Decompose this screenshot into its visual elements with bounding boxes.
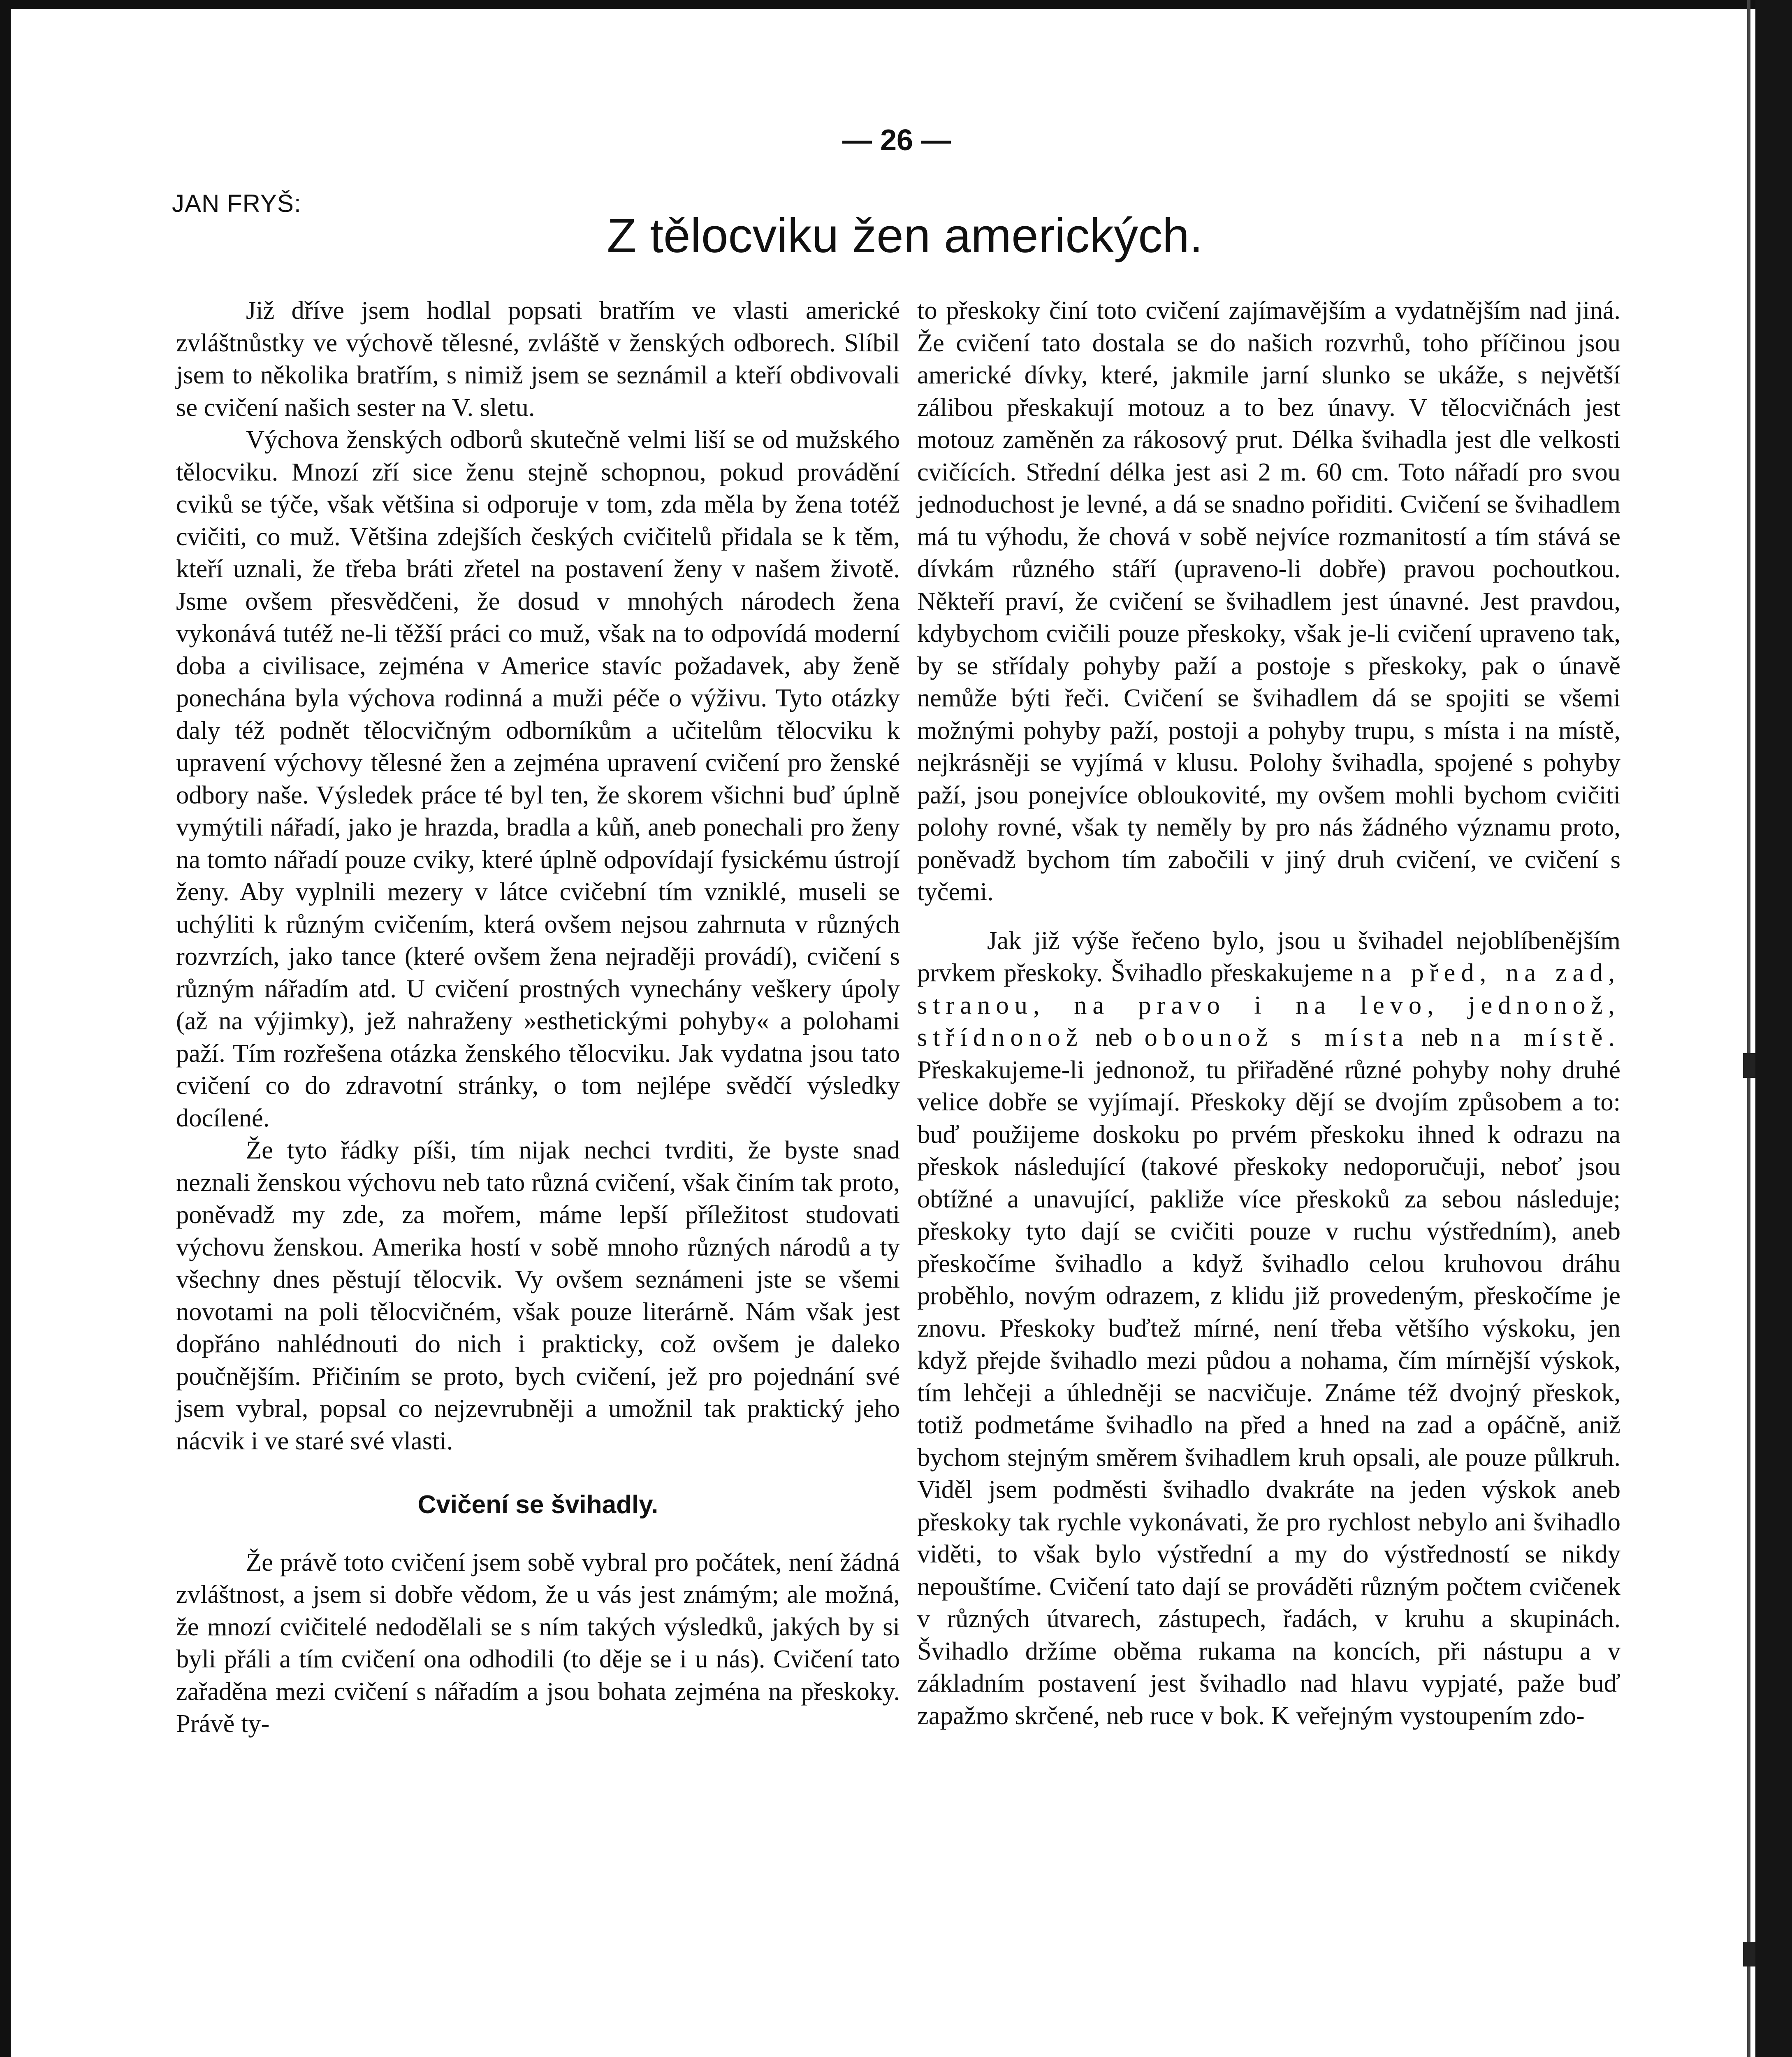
scan-border-right: [1755, 0, 1792, 2057]
paragraph: Že právě toto cvičení jsem sobě vybral pro počátek, není žádná zvláštnost, a jsem si dobře vědom, že u vás jest známým; ale možná, že mnozí cvičitelé nedodělali se s ním takých výsledků, jakých by si byli přáli a tím cvičení ona odhodili (to děje se i u nás). Cvičení tato zařaděna mezi cvičení s nářadím a jsou bohata zejména na přeskoky. Právě ty-: [176, 1547, 900, 1738]
spaced-text: obounož s místa: [1144, 1023, 1409, 1052]
spaced-text: na před, na zad, stranou, na pravo i na levo, jednonož, střídnonož: [917, 958, 1621, 1052]
text-run: neb: [1095, 1023, 1133, 1052]
text-run: Jak již výše řečeno bylo, jsou u švihadel nejoblíbenějším prvkem přeskoky. Švihadlo přeskakujeme: [917, 926, 1620, 987]
edge-mark: [1743, 1942, 1755, 1966]
paragraph: Výchova ženských odborů skutečně velmi liší se od mužského tělocviku. Mnozí zří sice ženu stejně schopnou, pokud provádění cviků se týče, však většina si odporuje v tom, zda měla by žena totéž cvičiti, co muž. Většina zdejších českých cvičitelů přidala se k těm, kteří uznali, že třeba bráti zřetel na postavení ženy v našem životě. Jsme ovšem přesvědčeni, že dosud v mnohých národech žena vykonává tutéž ne-li těžší práci co muž, však na to odpovídá moderní doba a civilisace, zejména v Americe stavíc požadavek, aby ženě ponechána byla výchova rodinná a muži péče o výživu. Tyto otázky daly též podnět tělocvičným odborníkům a učitelům tělocviku k upravení výchovy tělesné žen a zejména upravení cvičení pro ženské odbory naše. Výsledek práce té byl ten, že skorem všichni buď úplně vymýtili nářadí, jako je hrazda, bradla a kůň, aneb ponechali pro ženy na tomto nářadí pouze cviky, které úplně odpovídají fysickému ústrojí ženy. Aby vyplnili mezery v látce cvičební tím vzniklé, museli se uchýliti k různým cvičením, která ovšem nejsou zahrnuta v různých rozvrzích, jako tance (které ovšem žena nejraději provádí), cvičení s různým nářadím atd. U cvičení prostných vynechány veškery úpoly (až na výjimky), jež nahraženy »esthetickými pohyby« a polohami paží. Tím rozřešena otázka ženského tělocviku. Jak vydatna jsou tato cvičení co do zdravotní stránky, o tom nejlépe svědčí výsledky docílené.: [176, 425, 900, 1132]
author-name: JAN FRYŠ:: [172, 190, 301, 217]
page-number: — 26 —: [842, 124, 951, 157]
scan-border-top: [0, 0, 1792, 9]
scan-border-left: [0, 0, 11, 2057]
scan-border-right-shadow: [1747, 0, 1750, 2057]
section-heading: Cvičení se švihadly.: [417, 1491, 658, 1519]
article-title: Z tělocviku žen amerických.: [607, 209, 1203, 263]
right-column: [917, 294, 1620, 1732]
paragraph: to přeskoky činí toto cvičení zajímavějším a vydatnějším nad jiná. Že cvičení tato dostala se do našich rozvrhů, toho příčinou jsou americké dívky, které, jakmile jarní slunko se ukáže, s největší zálibou přeskakují motouz a to bez únavy. V tělocvičnách jest motouz zaměněn za rákosový prut. Délka švihadla jest dle velkosti cvičících. Střední délka jest asi 2 m. 60 cm. Toto nářadí pro svou jednoduchost je levné, a dá se snadno pořiditi. Cvičení se švihadlem má tu výhodu, že chová v sobě nejvíce rozmanitostí a tím stává se dívkám různého stáří (upraveno-li dobře) pravou pochoutkou. Někteří praví, že cvičení se švihadlem jest únavné. Jest pravdou, kdybychom cvičili pouze přeskoky, však je-li cvičení upraveno tak, by se střídaly pohyby paží a postoje s přeskoky, pak o únavě nemůže býti řeči. Cvičení se švihadlem dá se spojiti se všemi možnými pohyby paží, postoji a pohyby trupu, s místa i na místě, nejkrásněji se vyjímá v klusu. Polohy švihadla, spojené s pohyby paží, jsou ponejvíce obloukovité, my ovšem mohli bychom cvičiti polohy rovné, však ty neměly by pro nás žádného významu proto, poněvadž bychom tím zabočili v jiný druh cvičení, ve cvičení s tyčemi.: [917, 296, 1620, 906]
paragraph: Již dříve jsem hodlal popsati bratřím ve vlasti americké zvláštnůstky ve výchově tělesné, zvláště v ženských odborech. Slíbil jsem to několika bratřím, s nimiž jsem se seznámil a kteří obdivovali se cvičení našich sester na V. sletu.: [176, 296, 900, 422]
spaced-text: na místě.: [1470, 1023, 1620, 1052]
paragraph: Že tyto řádky píši, tím nijak nechci tvrditi, že byste snad neznali ženskou výchovu neb tato různá cvičení, však činím tak proto, poněvadž my zde, za mořem, máme lepší příležitost studovati výchovu ženskou. Amerika hostí v sobě mnoho různých národů a ty všechny dnes pěstují tělocvik. Vy ovšem seznámeni jste se všemi novotami na poli tělocvičném, však pouze literárně. Nám však jest dopřáno nahlédnouti do nich i prakticky, což ovšem je daleko poučnějším. Přičiním se proto, bych cvičení, jež pro pojednání své jsem vybral, popsal co nejzevrubněji a umožnil tak praktický jeho nácvik i ve staré své vlasti.: [176, 1135, 900, 1455]
left-column: [176, 294, 900, 1740]
text-run: Přeskakujeme-li jednonož, tu přiřaděné různé pohyby nohy druhé velice dobře se vyjímají. Přeskoky dějí se dvojím způsobem a to: buď použijeme doskoku po prvém přeskoku ihned k odrazu na přeskok následující (takové přeskoky nedoporučuji, neboť jsou obtížné a unavující, pakliže více přeskoků za sebou následuje; přeskoky tyto dají se cvičiti pouze v ruchu výstředním), aneb přeskočíme švihadlo a když švihadlo celou kruhovou dráhu proběhlo, novým odrazem, z klidu již provedeným, přeskočíme je znovu. Přeskoky buďtež mírné, není třeba většího výskoku, jen když přejde švihadlo mezi půdou a nohama, čím mírnější výskok, tím lehčeji a úhledněji se nacvičuje. Známe též dvojný přeskok, totiž podmetáme švihadlo na před a hned na zad a opáčně, aniž bychom stejným směrem švihadlem kruh opsali, ale pouze půlkruh. Viděl jsem podměsti švihadlo dvakráte na jeden výskok aneb přeskoky tak rychle vykonávati, že pro rychlost nebylo ani švihadlo viděti, to však bylo výstřední a my do výstředností se nikdy nepouštíme. Cvičení tato dají se prováděti různým počtem cvičenek v různých útvarech, zástupech, řadách, v kruhu a skupinách. Švihadlo držíme oběma rukama na koncích, při nástupu a v základním postavení jest švihadlo nad hlavu vypjaté, paže buď zapažmo skrčené, neb ruce v bok. K veřejným vystoupením zdo-: [917, 1055, 1620, 1730]
text-run: neb: [1421, 1023, 1458, 1052]
paragraph: [917, 924, 1620, 1732]
edge-mark: [1743, 1053, 1755, 1078]
